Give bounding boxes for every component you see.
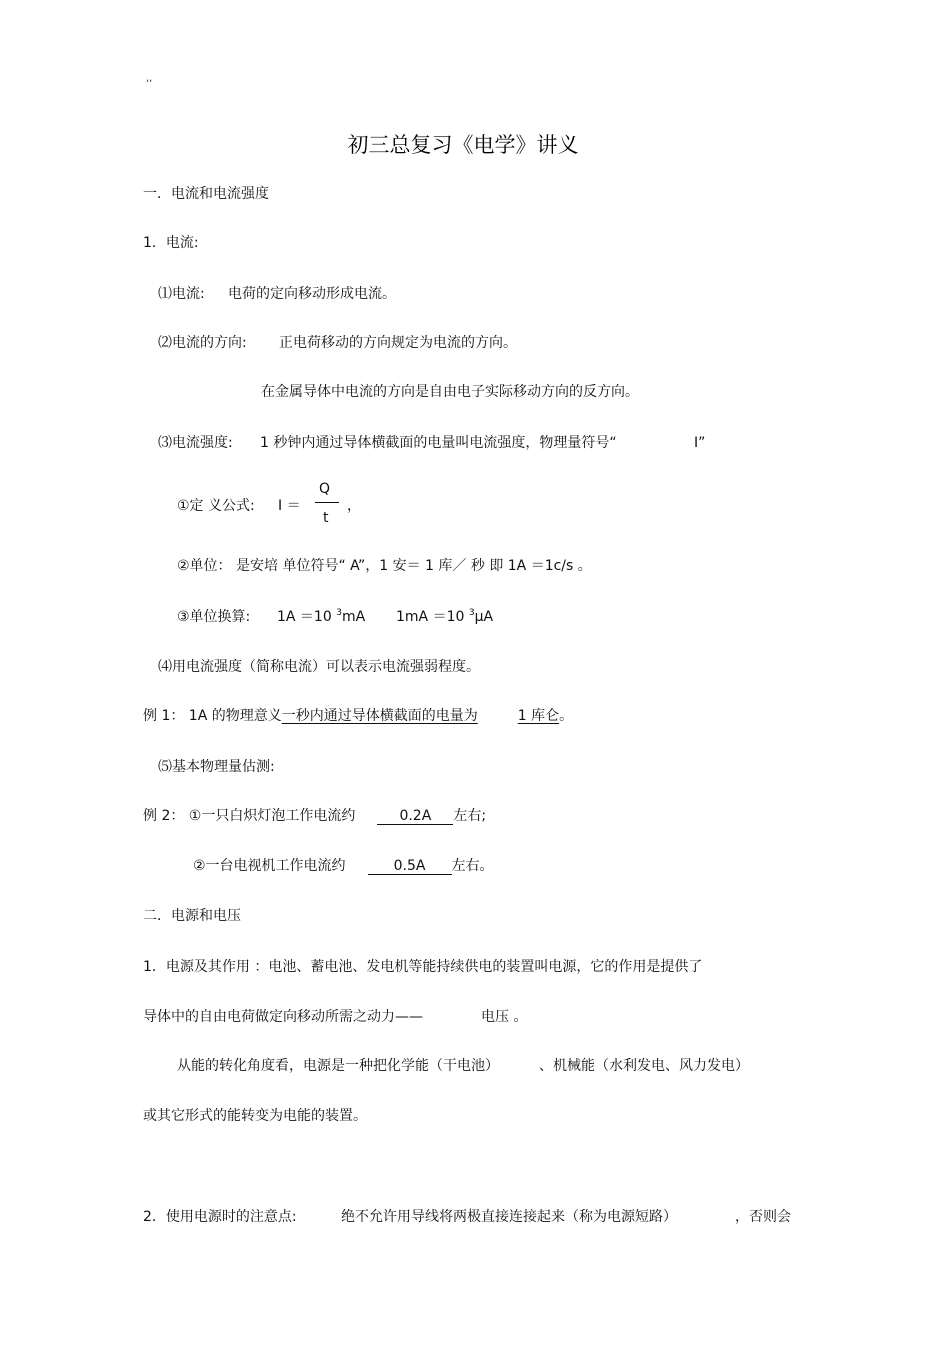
subsection-1-1: 1．电流:: [143, 235, 199, 251]
power-source-answer: 电压 。: [481, 1009, 528, 1025]
formula-label: ①定 义公式:: [177, 498, 255, 514]
usage-note-tail: ，否则会: [735, 1209, 791, 1225]
item-2-continuation: 在金属导体中电流的方向是自由电子实际移动方向的反方向。: [261, 384, 639, 400]
conversion-b: 1mA ＝10 $^3$μA: [396, 608, 494, 625]
power-source-line-2: 导体中的自由电荷做定向移动所需之动力—— 电压 。: [143, 1009, 528, 1025]
formula-lhs: I ＝: [278, 498, 301, 514]
example-1: 例 1： 1A 的物理意义一秒内通过导体横截面的电量为 1 库仑。: [143, 708, 574, 724]
formula-tail: ，: [347, 498, 361, 514]
item-1-label: ⑴电流:: [158, 286, 205, 302]
example-2-line-1: 例 2： ①一只白炽灯泡工作电流约 0.2A 左右;: [143, 808, 487, 824]
item-3-symbol: I”: [694, 435, 706, 451]
unit-line: ②单位： 是安培 单位符号“ A”，1 安＝ 1 库／ 秒 即 1A ＝1c/s 。: [177, 558, 592, 574]
item-2-text: 正电荷移动的方向规定为电流的方向。: [279, 335, 517, 351]
power-source-line-1: 1．电源及其作用 ：电池、蓄电池、发电机等能持续供电的装置叫电源，它的作用是提供了: [143, 959, 703, 975]
formula-numerator: Q: [319, 481, 331, 497]
usage-note-label: 2．使用电源时的注意点:: [143, 1209, 297, 1225]
header-mark: ,,: [146, 73, 153, 84]
example-1-answer: 一秒内通过导体横截面的电量为 1 库仑: [281, 708, 560, 724]
item-4: ⑷用电流强度（简称电流）可以表示电流强弱程度。: [158, 659, 480, 675]
usage-note-text: 绝不允许用导线将两极直接连接起来（称为电源短路）: [341, 1209, 677, 1225]
section-1-heading: 一．电流和电流强度: [143, 186, 269, 202]
formula-denominator: t: [323, 510, 329, 526]
energy-line-1: 从能的转化角度看，电源是一种把化学能（干电池） 、机械能（水利发电、风力发电）: [177, 1058, 749, 1074]
item-2-label: ⑵电流的方向:: [158, 335, 247, 351]
conversion-label: ③单位换算:: [177, 609, 251, 625]
page-title: 初三总复习《电学》讲义: [347, 133, 579, 157]
fraction-bar: [315, 502, 339, 503]
example-2-line-2: ②一台电视机工作电流约 0.5A 左右。: [193, 858, 494, 874]
section-2-heading: 二．电源和电压: [143, 908, 241, 924]
item-3-text: 1 秒钟内通过导体横截面的电量叫电流强度，物理量符号“: [260, 435, 617, 451]
conversion-a: 1A ＝10 $^3$mA: [277, 608, 366, 625]
item-3-label: ⑶电流强度:: [158, 435, 233, 451]
item-5: ⑸基本物理量估测:: [158, 759, 275, 775]
example-2-answer-2: 0.5A: [368, 858, 452, 875]
energy-line-2: 或其它形式的能转变为电能的装置。: [143, 1108, 367, 1124]
item-1-text: 电荷的定向移动形成电流。: [228, 286, 396, 302]
example-2-answer-1: 0.2A: [377, 808, 453, 825]
